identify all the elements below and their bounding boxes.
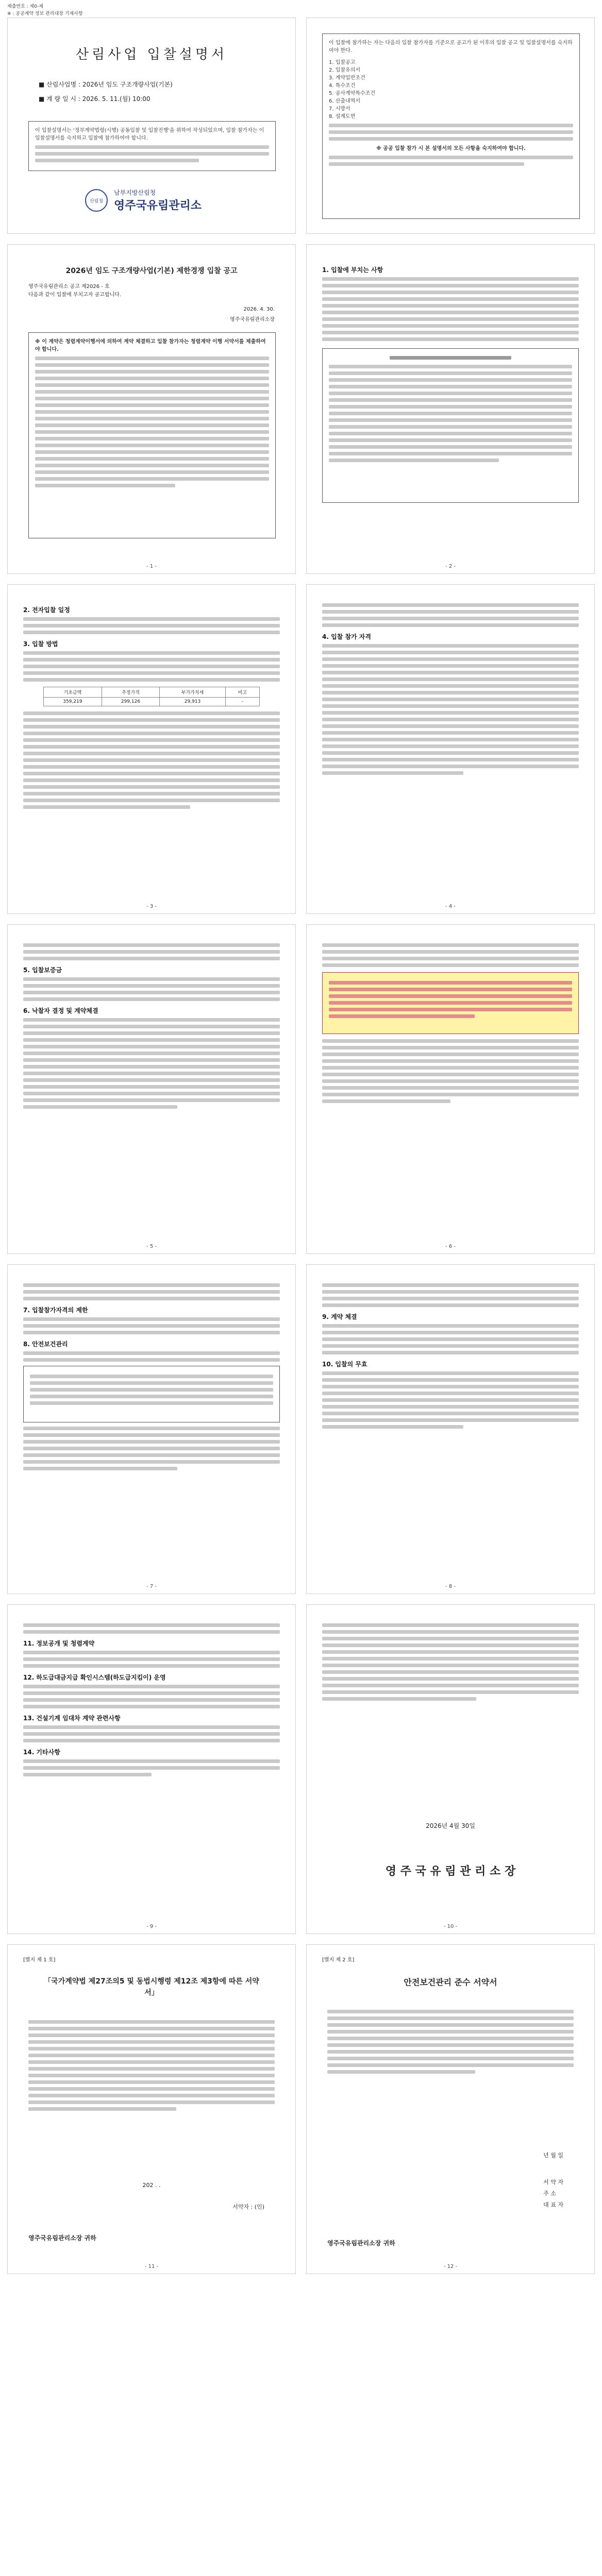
section-title: 11. 정보공개 및 청렴계약 [23,1640,95,1647]
notice-box [322,33,580,219]
cover-org [85,188,202,213]
section-page-1 [306,244,595,574]
cover-note: 이 입찰설명서는 '정부계약법령(시행) 공동입찰 및 입찰진행'을 위하여 작성되었으며, 입찰 참가자는 이 입찰설명서를 숙지하고 입찰에 참가하여야 합니다. [35,128,264,141]
section-page-5 [306,924,595,1254]
form-1-label: [별지 제 1 호] [23,1957,56,1963]
page-number: - 2 - [445,564,456,569]
table-cell: - [225,698,259,706]
section-title: 10. 입찰의 무효 [322,1361,367,1368]
notice-item: 8. 설계도면 [329,114,356,120]
section-title: 2. 전자입찰 일정 [23,606,70,614]
notice-item: 7. 시방서 [329,106,350,112]
form-1-title: 「국가계약법 제27조의5 및 동법시행령 제12조 제3항에 따른 서약서」 [44,1977,259,1997]
section-title: 5. 입찰보증금 [23,967,62,974]
cover-page [7,18,296,234]
meta-line-2: ※ : 공공계약 정보 관리대장 기재사항 [7,11,83,16]
section-page-4 [7,924,296,1254]
form-1-to: 영주국유림관리소장 귀하 [28,2234,96,2242]
section-title: 6. 낙찰자 결정 및 계약체결 [23,1007,98,1014]
page-number: - 12 - [443,2264,458,2269]
cover-field-1-value: 2026년 임도 구조개량사업(기본) [82,81,173,88]
section-page-2 [7,584,296,914]
form-2-addr-label: 주 소 [543,2190,556,2197]
form-2-to: 영주국유림관리소장 귀하 [327,2240,395,2247]
cover-org-sub: 남부지방산림청 [114,189,156,196]
notice-item: 6. 산출내역서 [329,98,361,104]
announce-sub-2: 다음과 같이 입찰에 부치고자 공고합니다. [28,292,122,298]
header-meta [7,3,83,18]
table-cell: 추정가격 [102,687,160,698]
highlight-notice-box [322,972,579,1034]
closing-date: 2026년 4월 30일 [426,1822,475,1829]
section-title: 12. 하도급대금지급 확인시스템(하도급지킴이) 운영 [23,1674,166,1681]
section-title: 9. 계약 체결 [322,1313,357,1320]
notice-item: 2. 입찰유의서 [329,67,361,73]
cover-field-2-value: 2026. 5. 11.(월) 10:00 [82,95,150,103]
notice-item: 4. 특수조건 [329,83,356,89]
cover-title: 산림사업 입찰설명서 [75,47,228,62]
cover-field-2-label: ■ 계 량 일 시 : [39,95,80,103]
notice-page [306,18,595,234]
safety-box [23,1366,280,1422]
page-number: - 11 - [144,2264,159,2269]
section-title: 4. 입찰 참가 자격 [322,633,371,640]
notice-intro: 이 입찰에 참가하는 자는 다음의 입찰 참가자를 기준으로 공고가 된 이후의 입찰 공고 및 입찰설명서를 숙지하여야 한다. [329,40,573,54]
form-2-title: 안전보건관리 준수 서약서 [404,1977,497,1987]
cover-field-1 [39,80,173,89]
meta-line-1: 제출번호 : 제0-제 [7,4,43,9]
form-1-page [7,1944,296,2274]
section-title: 7. 입찰참가자격의 제한 [23,1307,88,1314]
cover-note-box [28,121,276,171]
cover-field-1-label: ■ 산림사업명 : [39,81,80,88]
section-page-3 [306,584,595,914]
section-inner-box [322,348,579,503]
table-cell: 기초금액 [44,687,102,698]
notice-item: 1. 입찰공고 [329,60,356,65]
cover-field-2 [39,94,150,103]
form-2-date: 년 월 일 [543,2152,563,2159]
closing-page [306,1604,595,1934]
section-page-8 [7,1604,296,1934]
table-row [44,687,260,698]
notice-footer: ※ 공공 입찰 참가 시 본 설명서의 모든 사항을 숙지하여야 합니다. [376,146,526,151]
form-2-name-label: 대 표 자 [543,2201,563,2208]
announce-page [7,244,296,574]
page-number: - 5 - [146,1244,157,1249]
announce-warning: ※ 이 계약은 청렴계약이행서에 의하여 계약 체결하고 입찰 참가자는 청렴계약 이행 서약서를 제출하여야 합니다. [35,339,266,352]
page-number: - 1 - [146,564,157,569]
section-title: 3. 입찰 방법 [23,640,58,648]
price-table [43,687,260,706]
form-1-signer: 서약자 : (인) [232,2204,264,2210]
table-cell: 비고 [225,687,259,698]
announce-issuer: 영주국유림관리소장 [230,317,275,323]
notice-item: 5. 공사계약특수조건 [329,91,375,96]
page-number: - 7 - [146,1584,157,1589]
section-title: 1. 입찰에 부치는 사항 [322,266,383,274]
table-cell: 부가가치세 [160,687,225,698]
section-page-6 [7,1264,296,1594]
announce-date: 2026. 4. 30. [243,307,275,312]
announce-sub-1: 영주국유림관리소 공고 제2026 - 호 [28,284,110,290]
section-title: 8. 안전보건관리 [23,1341,68,1348]
page-number: - 6 - [445,1244,456,1249]
form-2-signer-label: 서 약 자 [543,2179,563,2185]
table-row [44,698,260,706]
page-number: - 3 - [146,904,157,909]
announce-warning-box [28,332,276,538]
form-1-date: 202 . . [142,2182,161,2189]
page-number: - 8 - [445,1584,456,1589]
table-cell: 29,913 [160,698,225,706]
announce-heading: 2026년 임도 구조개량사업(기본) 제한경쟁 입찰 공고 [65,267,238,275]
page-number: - 9 - [146,1924,157,1929]
closing-signer: 영 주 국 유 림 관 리 소 장 [385,1865,516,1878]
form-2-page [306,1944,595,2274]
notice-item: 3. 계약일반조건 [329,75,365,81]
section-title: 14. 기타사항 [23,1749,60,1756]
form-2-label: [별지 제 2 호] [322,1957,355,1963]
table-cell: 359,219 [44,698,102,706]
forest-service-logo-icon: 산림청 [85,189,108,212]
section-page-7 [306,1264,595,1594]
section-title: 13. 건설기계 임대차 계약 관련사항 [23,1715,121,1722]
page-number: - 10 - [443,1924,458,1929]
page-number: - 4 - [445,904,456,909]
cover-org-name: 영주국유림관리소 [114,199,202,212]
table-cell: 299,126 [102,698,160,706]
